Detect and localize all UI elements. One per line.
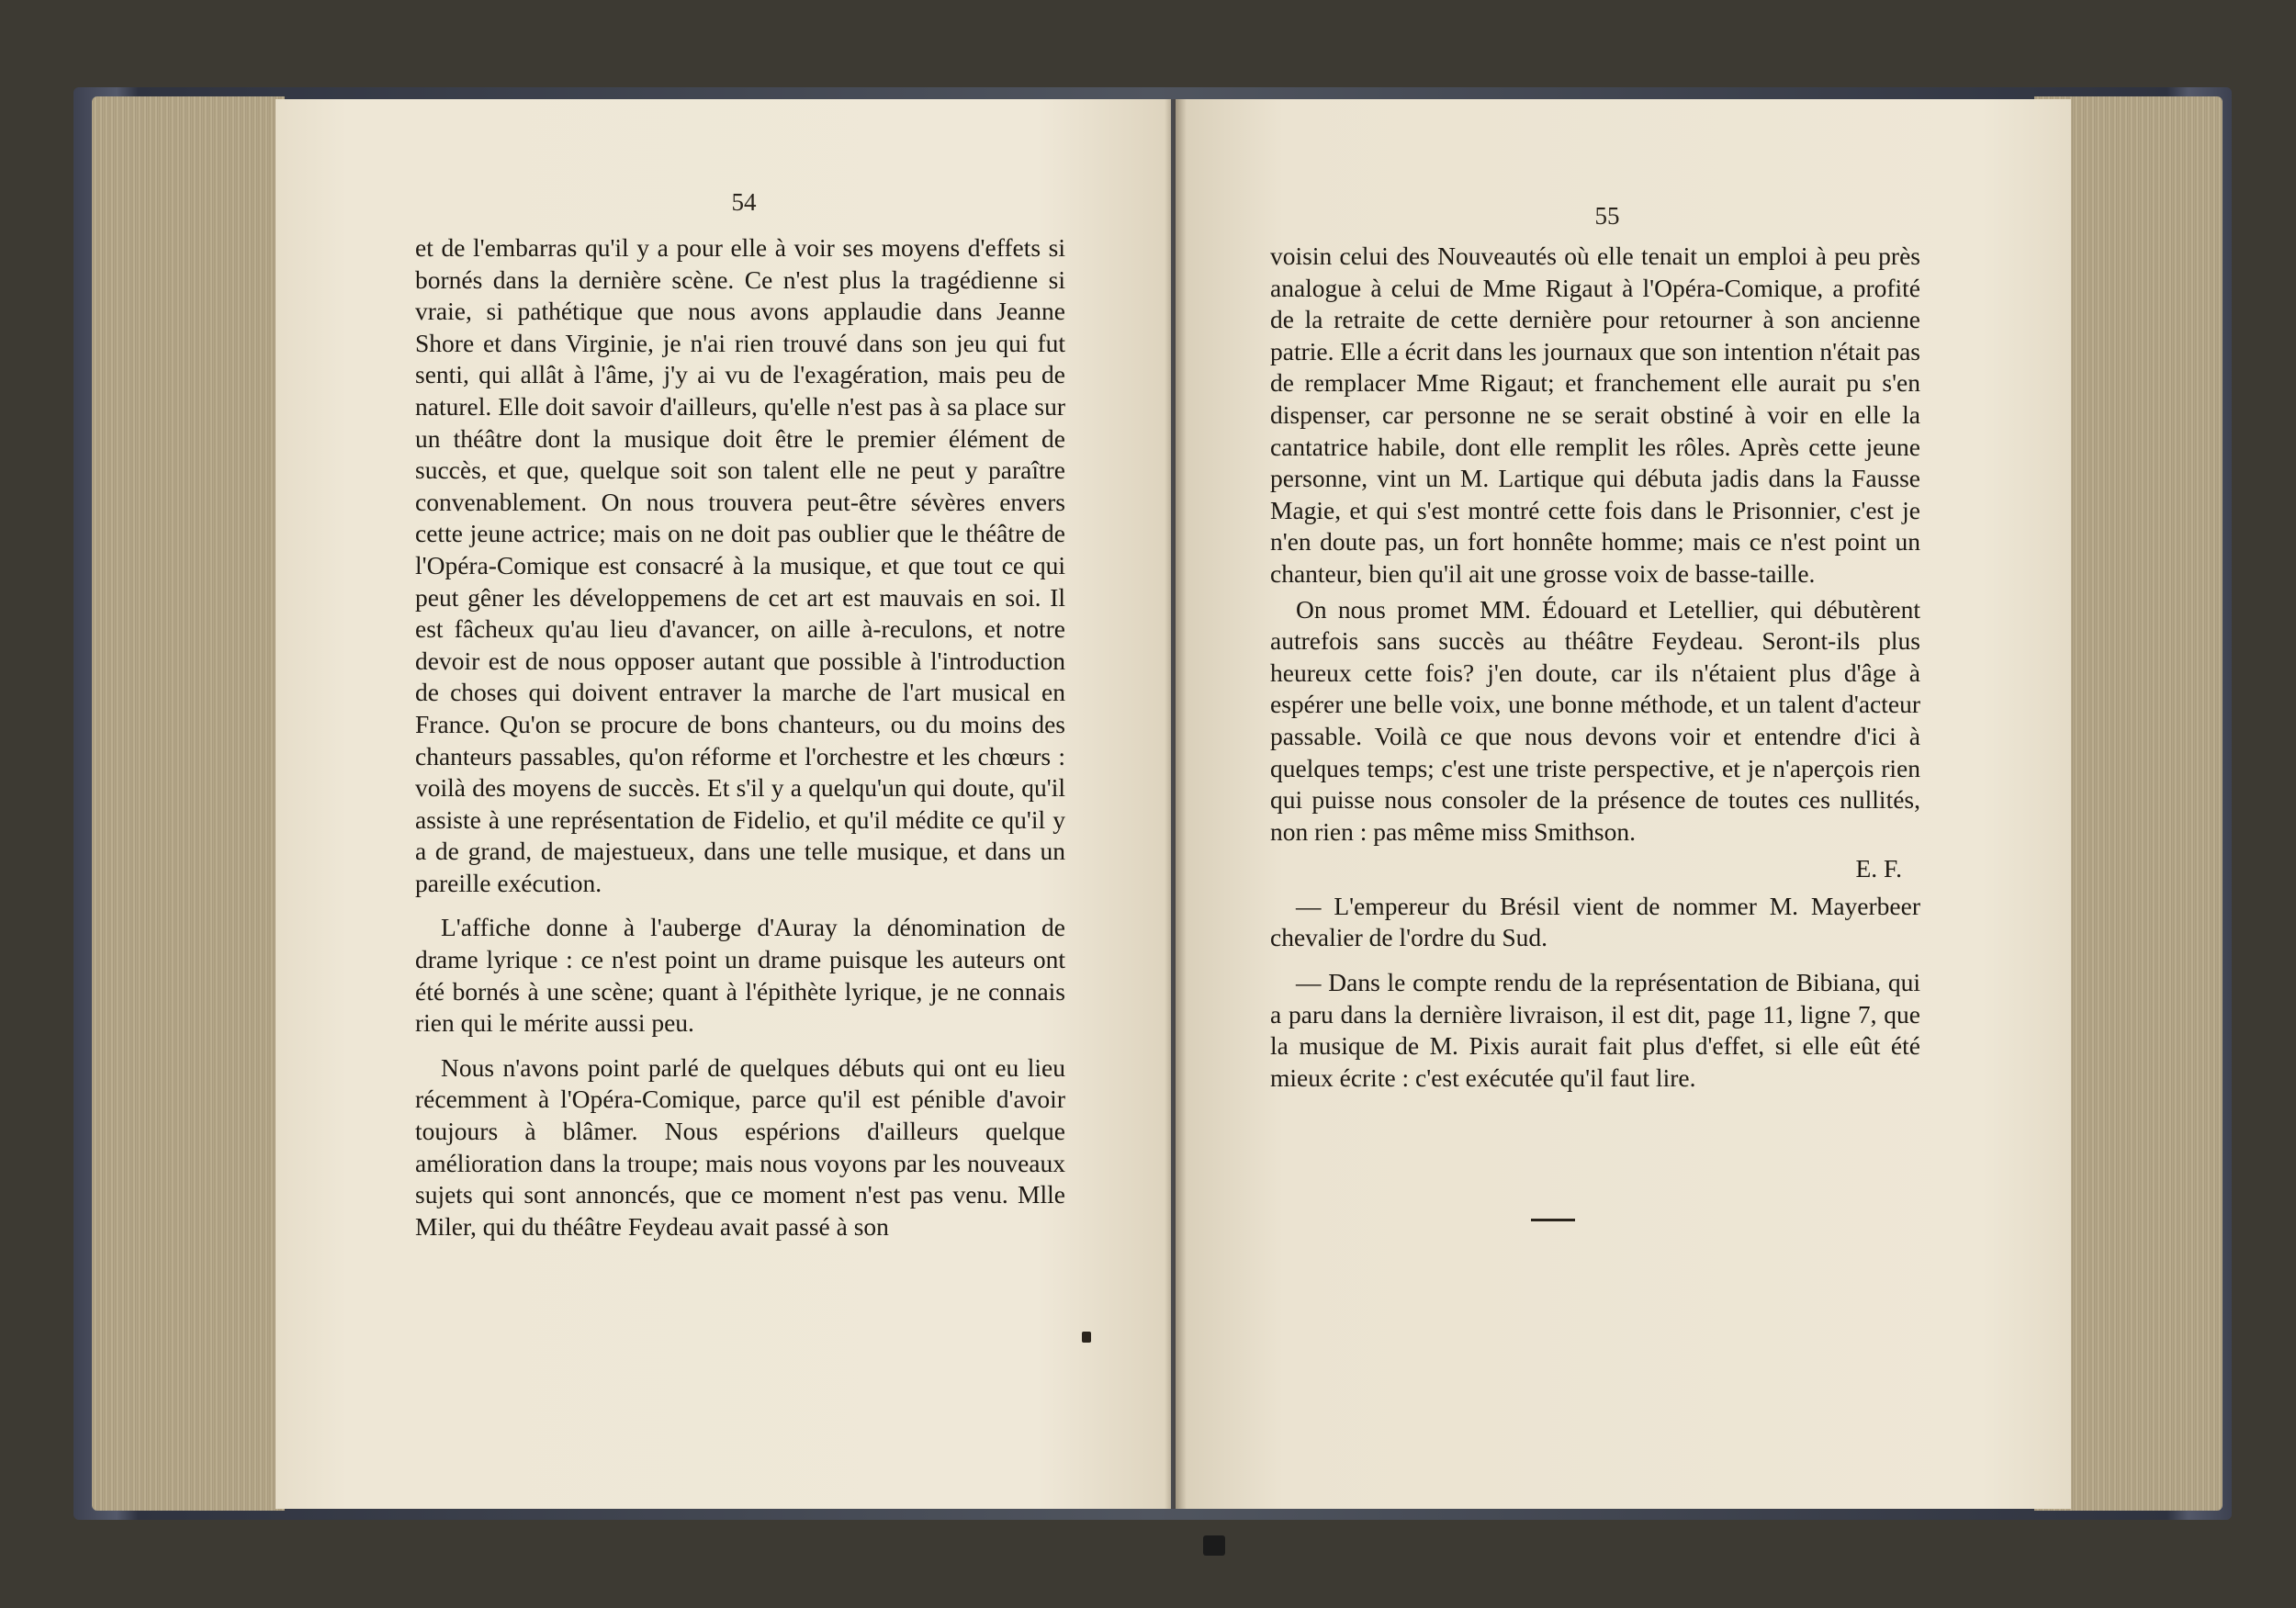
right-paragraph-news-2: — Dans le compte rendu de la représentation de Bibiana, qui a paru dans la dernière livraison, il est dit, page 11, ligne 7, que la musique de M. Pixis aurait fait plus d'effet, si elle eût été mieux écrite : c'est exécutée qu'il faut lire. (1270, 968, 1920, 1092)
page-edges-left (92, 96, 285, 1511)
right-page-text (1270, 241, 1920, 1094)
end-rule (1531, 1219, 1575, 1221)
ink-mark (1082, 1332, 1091, 1343)
right-paragraph-2: On nous promet MM. Édouard et Letellier, qui débutèrent autrefois sans succès au théâtre Feydeau. Seront-ils plus heureux cette fois? j'en doute, car ils n'étaient plus d'âge à espérer une belle voix, une bonne méthode, et un talent d'acteur passable. Voilà ce que nous devons voir et entendre d'ici à quelques temps; c'est une triste perspective, et je n'aperçois rien qui puisse nous consoler de la présence de toutes ces nullités, non rien : pas même miss Smithson. (1270, 594, 1920, 846)
signature: E. F. (1855, 854, 1902, 883)
left-paragraph-1: et de l'embarras qu'il y a pour elle à voir ses moyens d'effets si bornés dans la dernière scène. Ce n'est plus la tragédienne si vraie, si pathétique que nous avons applaudie dans Jeanne Shore et dans Virginie, je n'ai rien trouvé dans son jeu qui fut senti, qui allât à l'âme, j'y ai vu de l'exagération, mais peu de naturel. Elle doit savoir d'ailleurs, qu'elle n'est pas à sa place sur un théâtre dont la musique doit être le premier élément de succès, et que, quelque soit son talent elle ne peut y paraître convenablement. On nous trouvera peut-être sévères envers cette jeune actrice; mais on ne doit pas oublier que le théâtre de l'Opéra-Comique est consacré à la musique, et que tout ce qui peut gêner les développemens de cet art est mauvais en soi. Il est fâcheux qu'au lieu d'avancer, on aille à-reculons, et notre devoir est de nous opposer autant que possible à l'introduction de choses qui doivent entraver la marche de l'art musical en France. Qu'on se procure de bons chanteurs, ou du moins des chanteurs passables, qu'on réforme et l'orchestre et les chœurs : voilà des moyens de succès. Et s'il y a quelqu'un qui doute, qu'il assiste à une représentation de Fidelio, et qu'il médite ce qu'il y a de grand, de majestueux, dans une telle musique, et dans un pareille exécution. (415, 233, 1065, 897)
right-paragraph-news-1: — L'empereur du Brésil vient de nommer M. Mayerbeer chevalier de l'ordre du Sud. (1270, 891, 1920, 952)
right-paragraph-1: voisin celui des Nouveautés où elle tenait un emploi à peu près analogue à celui de Mme Rigaut à l'Opéra-Comique, a profité de la retraite de cette dernière pour retourner à son ancienne patrie. Elle a écrit dans les journaux que son intention n'était pas de remplacer Mme Rigaut; et franchement elle aurait pu s'en dispenser, car personne ne se serait obstiné à voir en elle la cantatrice habile, dont elle remplit les rôles. Après cette jeune personne, vint un M. Lartique qui débuta jadis dans la Fausse Magie, et qui s'est montré cette fois dans le Prisonnier, c'est je n'en doute pas, un fort honnête homme; mais ce n'est point un chanteur, bien qu'il ait une grosse voix de basse-taille. (1270, 242, 1920, 588)
book-gutter (1165, 99, 1187, 1509)
binding-clip (1203, 1535, 1225, 1556)
left-paragraph-2: L'affiche donne à l'auberge d'Auray la dénomination de drame lyrique : ce n'est point un drame puisque les auteurs ont été bornés à une scène; quant à l'épithète lyrique, je ne connais rien qui le mérite aussi peu. (415, 913, 1065, 1038)
page-number-right: 55 (1594, 202, 1620, 230)
page-number-left: 54 (731, 188, 757, 216)
left-page-text (415, 232, 1065, 1243)
left-paragraph-3: Nous n'avons point parlé de quelques débuts qui ont eu lieu récemment à l'Opéra-Comique, parce qu'il est pénible d'avoir toujours à blâmer. Nous espérions d'ailleurs quelque amélioration dans la troupe; mais nous voyons par les nouveaux sujets qui sont annoncés, que ce moment n'est pas venu. Mlle Miler, qui du théâtre Feydeau avait passé à son (415, 1052, 1065, 1241)
